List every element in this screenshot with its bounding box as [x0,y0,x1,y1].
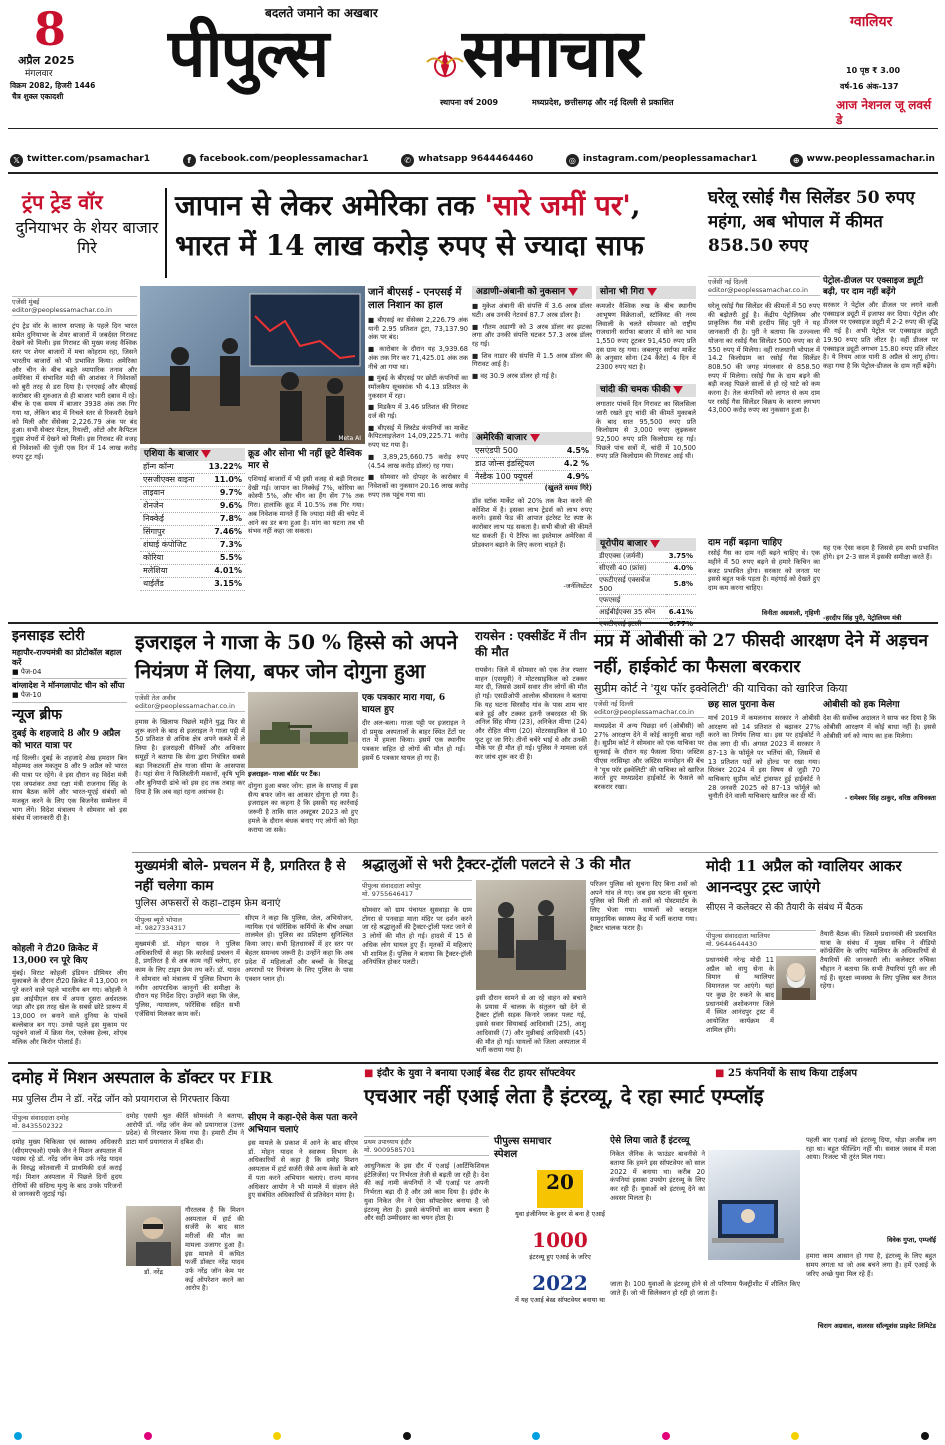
asia-market-value: 11.0% [202,474,245,487]
gas-byline-text: एजेंसी नई दिल्ली [708,278,748,286]
damoh-phone: मो. 8435502322 [12,1122,64,1131]
gold-box [596,286,696,382]
ai-special [494,1136,604,1161]
reg-mark [14,1432,22,1440]
cm-headline: मुख्यमंत्री बोले- प्रचलन में है, प्रगतिरत है से नहीं चलेगा काम [135,858,346,894]
brief-head: दुबई के शहजादे 8 और 9 अप्रैल को भारत यात्रा पर [12,728,121,751]
adani-bullet: ■ शिव नाडार की संपत्ति में 1.5 अरब डॉलर की गिरावट आई है। [472,351,592,369]
obc-byline-text: एजेंसी नई दिल्ली [594,700,634,708]
adani-bullet: ■ वह 30.9 अरब डॉलर हो गई है। [472,372,557,381]
date-month: अप्रैल 2025 [18,54,75,67]
lead-headline: जापान से लेकर अमेरिका तक 'सारे जमीं पर', भारत में 14 लाख करोड़ रुपए से ज्यादा साफ [175,189,644,262]
modi-byline-text: पीपुल्स संवाददाता ग्वालियर [706,932,770,940]
globe-icon: ⊕ [790,154,803,167]
obc-quote-by: - रामेश्वर सिंह ठाकुर, वरिष्ठ अधिवक्ता [844,794,936,803]
facebook-icon: f [183,154,196,167]
asia-market-value: 9.7% [202,487,245,500]
gas-byline [708,276,820,296]
inside-item-title: महापौर-राज्यमंत्री का प्रोटोकॉल बहाल करें [12,647,122,667]
tractor-byline [362,880,472,900]
gold-body: कमजोर वैश्विक रुख के बीच स्थानीय आभूषण विक्रेताओं, स्टॉकिस्ट की नरम लिवाली के चलते सोमवार को राष्ट्रीय राजधानी सर्राफा बाजार में सोने का भाव 1,550 रुपए टूटकर 91,450 रुपए प्रति दस ग्राम रह गया। जबलपुर सर्राफा मार्केट के अनुसार सोना (24 कैरेट) 4 दिन में 2300 रुपए घटा है। [596,302,696,372]
damoh-byline-text: पीपुल्स संवाददाता दमोह [12,1114,69,1122]
lead-byline-text: एजेंसी मुंबई [12,298,40,306]
website-link[interactable]: ⊕ www.peoplessamachar.in [790,152,935,168]
kohli-head: कोहली ने टी20 क्रिकेट में 13,000 रन पूरे किए [12,943,98,966]
lead-kicker-sub: दुनियाभर के शेयर बाजार गिरे [15,218,159,257]
us-market-name: एसएंडपी 500 [472,445,553,458]
cm-body-2: सीएम ने कहा कि पुलिस, जेल, अभियोजन, न्यायिक एवं फॉरेंसिक कर्मियों के बीच अच्छा तालमेल हो। पुलिस का प्रशिक्षण सुनिश्चित किया जाए। सभी हितधारकों में हर स्तर पर बेहतर समन्वय जरूरी है। उन्होंने कहा कि अब प्रदेश में महिलाओं और बच्चों के विरुद्ध अपराधों पर नियंत्रण के लिए पुलिस के पास एक्शन प्लान हो। [245,914,353,983]
europe-market-name: एफएसई [596,595,666,607]
twitter-icon: 𝕏 [10,154,23,167]
silver-title: चांदी की चमक फीकी [596,384,696,397]
down-arrow-icon [673,386,683,394]
inside-story-title: इनसाइड स्टोरी [12,628,85,644]
silver-box [596,384,696,520]
bse-box [368,286,468,502]
asia-market-row [140,461,245,474]
us-markets-box [472,432,592,590]
us-market-name: नैस्डैक 100 फ्यूचर्स [472,471,553,484]
ai-byline [364,1136,489,1156]
gas-sub-title: दाम नहीं बढ़ाना चाहिए [708,538,782,548]
asia-market-name: मलेशिया [140,565,202,578]
bse-bullet: ■ सोमवार को दोपहर के कारोबार में निवेशकों का नुकसान 20.16 लाख करोड़ रुपए तक पहुंच गया था। [368,473,468,499]
lead-photo-caption: Meta AI [338,434,361,442]
reg-mark [532,1432,540,1440]
europe-market-row [596,551,696,562]
gas-email: editor@peoplessamachar.co.in [708,286,808,295]
asia-market-row [140,539,245,552]
us-market-value: 4.2 % [553,458,592,471]
crude-body: एशियाई बाजारों में भी इसी वजह से बड़ी गिरावट देखी गई। जापान का निक्केई 7%, कोरिया का कोस्पी 5%, और चीन का हैंग सेंग 7% तक गिरा। हालांकि क्रूड में 10.5% तक गिर गया। अब निवेशक मानते हैं कि ज्यादा मंदी की चपेट में आने का डर बना हुआ है। मांग का घटना तब भी संभव नहीं कहा जा सकता। [248,475,364,536]
stat-1-value: 20 [546,1170,574,1194]
us-markets-title: अमेरिकी बाजार [472,432,592,445]
raisen-body: रायसेन। जिले में सोमवार को एक तेज रफ्तार वाहन (एसयूवी) ने मोटरसाइकिल को टक्कर मार दी, जिससे उसमें सवार तीन लोगों की मौत हो गई। एसडीओपी आलोक श्रीवास्तव ने बताया कि यह घटना सिरसौद गांव के पास शाम चार बजे हुई और टक्कर इतनी जबरदस्त थी कि अनिल सिंह मीणा (23), अनिकेत मीणा (24) और रोहित मीणा (20) मोटरसाइकिल से 10 फुट दूर जा गिरे। तीनों चचेरे भाई थे और उनकी मौके पर ही मौत हो गई। पुलिस ने मामला दर्ज कर जांच शुरू कर दी है। [475,666,587,762]
petrol-quote-by: -हरदीप सिंह पुरी, पेट्रोलियम मंत्री [823,614,902,622]
asia-market-value: 3.15% [202,578,245,591]
israel-body: हमास के खिलाफ पिछले महीने युद्ध फिर से शुरू करने के बाद से इजराइल ने गाजा पट्टी में 50 प्रतिशत से अधिक क्षेत्र अपने कब्जे में ले लिया है। इजराइली सैनिकों और अधिकार समूहों ने बताया कि सेना द्वारा नियंत्रित सबसे बड़ा निकटवर्ती क्षेत्र गाजा सीमा के आसपास है। यहां सेना ने फिलिस्तीनी मकानों, कृषि भूमि और बुनियादी ढांचे को इस हद तक तबाह कर दिया है कि अब वहां रहना असंभव है। [135,718,245,796]
row2-divider [132,852,938,853]
gas-body: घरेलू रसोई गैस सिलेंडर की कीमतों में 50 रुपए की बढ़ोतरी हुई है। केंद्रीय पेट्रोलियम और प्राकृतिक गैस मंत्री हरदीप सिंह पुरी ने यह जानकारी दी है। पुरी ने बताया कि उज्ज्वला योजना का रसोई गैस सिलेंडर 500 रुपए का से 550 रुपए में मिलेगा। वहीं राजधानी भोपाल में 14.2 किलोग्राम का रसोई गैस सिलेंडर 808.50 की जगह मंगलवार से 858.50 रुपए में मिलेगा। रसोई गैस के दाम बढ़ने की बड़ी वजह पिछले सालों से हो रहे घाटे को कम करना है। तेल कंपनियों को लागत से कम दाम पर रसोई गैस सिलेंडर विक्रय के कारण लगभग 43,000 करोड़ रुपए का नुकसान हुआ है। [708,302,820,415]
gas-sub [708,538,820,617]
lead-body: ट्रंप ट्रेड वॉर के कारण सप्ताह के पहले दिन भारत समेत दुनियाभर के शेयर बाजारों में जबर्दस्त गिरावट देखने को मिली। इस गिरावट की मुख्य वजह वैश्विक स्तर पर शेयर बाजारों में मचा कोहराम रहा, जिसने भारतीय बाजारों को भी प्रभावित किया। अमेरिका और चीन के बीच बढ़ते व्यापारिक तनाव और अमेरिका में संभावित मंदी की आशंका ने निवेशकों को बुरी तरह से डरा दिया है। एनएसई और बीएसई कारोबार की शुरुआत से ही बाजार भारी दबाव में रहे। बीच के एक समय में बाजार 3938 अंक तक गिर गया था, लेकिन बाद में निचले स्तर से रिकवरी देखने को मिली और सेंसेक्स 2,226.79 अंक पर बंद हुआ। सभी सेक्टर मेटल, रियल्टी, ऑटो और कैपिटल गुड्स शेयरों में देखने को मिली। इस गिरावट की वजह से निवेशकों की पूंजी एक दिन में 14 लाख करोड़ रुपए टूट गई। [12,322,137,461]
adani-bullet: ■ मुकेश अंबानी की संपत्ति में 3.6 अरब डॉलर घटी। अब उनकी नेटवर्थ 87.7 अरब डॉलर है। [472,302,592,319]
damoh-body: दमोह मुख्य चिकित्सा एवं स्वास्थ्य अधिकारी (सीएमएचओ) एमके जैन ने मिशन अस्पताल में पदस्थ रहे डॉ. नरेंद्र जॉन केम उर्फ नरेंद्र यादव के विरुद्ध कोतवाली में प्राथमिकी दर्ज कराई गई। मिशन अस्पताल में पिछले दिनों हृदय रोगियों की संदिग्ध मृत्यु के बाद उनके परिजनों से जानकारी जुटाई गई। [12,1138,122,1199]
damoh-photo [126,1206,181,1266]
inside-items [12,646,127,704]
bse-bullet: ■ मुंबई के बीएसई पर छोटी कंपनियों का स्मॉलकैप सूचकांक भी 4.13 प्रतिशत के नुकसान में रहा। [368,374,468,400]
asia-market-row [140,487,245,500]
down-arrow-icon [650,540,660,548]
asia-market-value: 7.3% [202,539,245,552]
israel-byline-text: एजेंसी तेल अवीव [135,694,176,702]
ai-quote-1: पहली बार एआई को इंटरव्यू दिया, थोड़ा अजीब लग रहा था। बहुत फील्डिंग नहीं थी। सवाल जवाब में मजा आया। रिजल्ट भी तुरंत मिल गया। [806,1136,936,1162]
asia-market-name: कोरिया [140,552,202,565]
cm-phone: मो. 9827334317 [135,924,187,933]
date-day: 8 [34,2,67,56]
asia-markets-title: एशिया के बाजार [140,448,245,461]
modi-phone: मो. 9644644430 [706,940,758,949]
obc-quote: देश की सर्वोच्च अदालत ने साफ कर दिया है कि ओबीसी आरक्षण में कोई बाधा नहीं है। इससे ओबीसी वर्ग को न्याय का हक मिलेगा। [823,714,936,740]
tractor-body-3: परिजन पुलिस को सूचना दिए बिना शवों को अपने गांव ले गए। जब इस घटना की सूचना पुलिस को मिली तो शवों को पोस्टमार्टम के लिए भेजा गया। घायलों को कराहल सामुदायिक स्वास्थ्य केंद्र में भर्ती कराया गया। ट्रैक्टर चालक फरार है। [590,880,697,932]
lead-headline-2: भारत में 14 लाख करोड़ रुपए से ज्यादा साफ [175,229,644,262]
reg-mark [273,1432,281,1440]
europe-market-row [596,563,696,575]
europe-market-value: 5.8% [666,574,696,595]
instagram-icon: ◎ [566,154,579,167]
bse-title: जानें बीएसई - एनएसई में लाल निशान का हाल [368,287,462,311]
modi-body-2: तैयारी बैठक की। जिसमें प्रधानमंत्री की प्रस्तावित यात्रा के संबंध में मुख्य सचिव ने वीडियो कॉन्फ्रेंसिंग के जरिए ग्वालियर के अधिकारियों से तैयारियों की जानकारी ली। कलेक्टर रुचिका चौहान ने बताया कि सभी तैयारियां पूरी कर ली गई हैं। सुरक्षा व्यवस्था के लिए पुलिस बल तैनात रहेगा। [820,930,936,991]
stat-3-value: 2022 [532,1271,588,1296]
asia-market-name: शेनजेन [140,500,202,513]
asia-market-row [140,500,245,513]
reg-mark [662,1432,670,1440]
whatsapp-icon: ✆ [401,154,414,167]
europe-table [596,551,696,630]
israel-photo [248,692,358,768]
established: स्थापना वर्ष 2009 [440,98,499,107]
asia-market-row [140,578,245,591]
reg-mark [403,1432,411,1440]
damoh-side [248,1112,358,1419]
ai-box-title: ऐसे लिया जाते हैं इंटरव्यू [610,1136,690,1146]
ai-special-brand: पीपुल्स समाचार [494,1136,552,1147]
lead-kicker: ट्रंप ट्रेड वॉर [22,190,103,214]
ai-phone: मो. 9009585701 [364,1146,416,1155]
obc-side [823,700,936,802]
stat-3-label: में यह एआई बेस्ड सॉफ्टवेयर बनाया था [515,1296,605,1305]
inside-item[interactable] [12,646,127,680]
news-brief-title: न्यूज ब्रीफ [12,707,62,723]
obc-email: editor@peoplessamachar.co.in [594,708,694,717]
raisen-headline: रायसेन : एक्सीडेंट में तीन की मौत [475,629,587,659]
gas-sub-byline: विनीता अग्रवाली, गृहिणी [761,609,820,618]
cm-body: मुख्यमंत्री डॉ. मोहन यादव ने पुलिस अधिकारियों से कहा कि कार्रवाई प्रचलन में है, प्रगतिरत है से अब काम नहीं चलेगा, हर काम के लिए टाइम फ्रेम तय करें। डॉ. यादव ने सोमवार को मंत्रालय में पुलिस विभाग के नवीन आपराधिक कानूनों की समीक्षा के दौरान यह निर्देश दिए। उन्होंने कहा कि जेल, पुलिस, न्यायालय, फॉरेंसिक सहित सभी एजेंसियां मिलकर काम करें। [135,940,240,1018]
gas-headline: घरेलू रसोई गैस सिलेंडर 50 रुपए महंगा, अब भोपाल में कीमत 858.50 रुपए [708,188,915,256]
inside-item-title: बांग्लादेश ने मॉनगलापोट चीन को सौंपा [12,681,125,691]
gas-sub-body: रसोई गैस का दाम नहीं बढ़ने चाहिए थे। एक महीने में 50 रुपए बढ़ने से हमारे किचिन का बजट प्रभावित होगा। सरकार को जनता पर इससे बहुत फर्क पड़ता है। महंगाई को देखते हुए दाम कम करना चाहिए। [708,549,820,593]
tractor-body: सोमवार को ग्राम पंचायत सुसवाड़ा के ग्राम टोंगरा से पनवाड़ा माता मंदिर पर दर्शन करने जा रहे श्रद्धालुओं की ट्रैक्टर-ट्रॉली पलट जाने से 3 लोगों की मौत हो गई। हादसे में 15 से अधिक लोग घायल हुए हैं। मृतकों में महिलाएं भी शामिल हैं। पुलिस ने बताया कि ट्रैक्टर-ट्रॉली अनियंत्रित होकर पलटी। [362,906,472,967]
asia-market-name: हॉन्ग कॉन्ग [140,461,202,474]
asia-market-name: एसजीएक्स वाइना [140,474,202,487]
israel-email: editor@peoplessamachar.co.in [135,702,235,711]
europe-market-name: आईबीईएक्स 35 स्पेन [596,607,666,619]
israel-headline: इजराइल ने गाजा के 50 % हिस्से को अपने नियंत्रण में लिया, बफर जोन दोगुना हुआ [135,630,458,683]
bse-bullets [368,316,468,499]
published-from: मध्यप्रदेश, छत्तीसगढ़ और नई दिल्ली से प्रकाशित [532,98,674,107]
asia-market-value: 7.8% [202,513,245,526]
europe-market-value: 3.75% [666,551,696,562]
israel-caption: इजराइल- गाजा बॉर्डर पर टैंक। [248,770,321,778]
ai-body: आधुनिकता के इस दौर में एआई (आर्टिफिशियल इंटेलिजेंस) पर निर्भरता तेजी से बढ़ती जा रही है। देश की कई नामी कंपनियों ने भी एआई पर अपनी निर्भरता बढ़ा दी है और उसे काम दिया है। इंदौर के युवा निकेत जैन ने ऐसा सॉफ्टवेयर बनाया है जो इंटरव्यू लेता है। इससे कंपनियों का समय बचता है और सही उम्मीदवार का चयन होता है। [364,1162,489,1223]
damoh-deck: मप्र पुलिस टीम ने डॉ. नरेंद्र जॉन को प्रयागराज से गिरफ्तार किया [12,1094,230,1105]
us-market-value: 4.5% [553,445,592,458]
reg-mark [791,1432,799,1440]
asia-market-value: 7.46% [202,526,245,539]
city-edition: ग्वालियर [850,14,893,30]
damoh-photo-caption: डॉ. नरेंद्र [143,1268,163,1276]
damoh-side-title: सीएम ने कहा-ऐसे केस पता करने अभियान चलाएं [248,1113,358,1135]
petrol-body: सरकार ने पेट्रोल और डीजल पर लगने वाली एक्साइज ड्यूटी में इजाफा कर दिया। पेट्रोल और डीजल पर एक्साइज ड्यूटी में 2-2 रुपए की वृद्धि की गई है। अभी पेट्रोल पर एक्साइज ड्यूटी 19.90 रुपए प्रति लीटर है। वहीं डीजल पर एक्साइज ड्यूटी लगभग 15.80 रुपए प्रति लीटर है। ये नियम आज यानी 8 अप्रैल से लागू होगा। कहा गया है कि पेट्रोल-डीजल के दाम नहीं बढ़ेंगे। [823,301,938,370]
petrol-quote: यह एक ऐसा कदम है जिससे हम सभी प्रभावित होंगे। इन 2-3 साल में इसकी समीक्षा करते हैं। [823,544,938,561]
modi-byline [706,930,816,950]
stat-2 [510,1228,610,1261]
ai-kicker-right: ■ 25 कंपनियों के साथ किया टाईअप [715,1068,858,1079]
tractor-photo [476,880,586,990]
vikram-samvat: विक्रम 2082, हिजरी 1446 [10,81,96,90]
asia-market-value: 4.01% [202,565,245,578]
social-divider [8,172,938,174]
cm-byline [135,914,240,934]
inside-item[interactable] [12,679,127,703]
lead-photo [140,286,365,444]
asia-market-row [140,513,245,526]
asia-market-name: निक्केई [140,513,202,526]
weekday: मंगलवार [25,69,53,79]
obc-sub: छह साल पुराना केस [708,700,775,710]
us-body: डॉव स्टॉक मार्केट को 20% तक कैश करने की कोशिश में है। इसका लाभ ट्रेडर्स को लाभ रुपए करने। इससे फेड की आपात इंटरेस्ट रेट स्पष्ट के कारोबार लाभ पड़ सकता है। सभी बीजो की कीमतें घट सकती हैं। ये टैरिफ का इस्तेमाल अमेरिका में प्रोडक्शन बढ़ाने के लिए करना चाहते हैं। [472,497,592,549]
damoh-byline [12,1112,122,1132]
instagram-link[interactable]: ◎ instagram.com/peoplessamachar1 [566,152,757,168]
modi-photo [776,956,816,1000]
lead-separator [165,188,167,278]
bse-bullet: ■ कारोबार के दौरान यह 3,939.68 अंक तक गिर कर 71,425.01 अंक तक नीचे आ गया था। [368,345,468,371]
cm-byline-text: पीपुल्स ब्यूरो भोपाल [135,916,182,924]
obc-body-2: मार्च 2019 में कमलनाथ सरकार ने ओबीसी आरक्षण को 14 प्रतिशत से बढ़ाकर 27% करने का निर्णय लिया था। इस पर हाईकोर्ट ने रोक लगा दी थी। अगस्त 2023 में सरकार ने 87-13 के फॉर्मूले पर भर्तियां की, जिसमें से 13 प्रतिशत पदों को होल्ड पर रखा गया। सितंबर 2024 में इस विषय से जुड़ी 70 याचिकाएं सुप्रीम कोर्ट ट्रांसफर हुई हाईकोर्ट ने 28 जनवरी 2025 को 87-13 फॉर्मूले को चुनौती देने वाली याचिकाएं खारिज कर दी थीं। [708,714,820,801]
cm-deck: पुलिस अफसरों से कहा–टाइम फ्रेम बनाएं [135,898,281,909]
down-arrow-icon [201,450,211,458]
whatsapp-link[interactable]: ✆ whatsapp 9644464460 [401,152,533,168]
europe-market-value [666,595,696,607]
ai-headline: एचआर नहीं एआई लेता है इंटरव्यू, दे रहा स्मार्ट एम्प्लॉइ [364,1084,764,1108]
stat-2-value: 1000 [532,1228,588,1253]
inside-item-page: ■ पेज-04 [12,667,42,676]
asia-markets-table [140,461,245,591]
stat-1-label: युवा इंजीनियर के हुनर से बना है एआई [515,1210,605,1218]
asia-market-row [140,526,245,539]
adani-bullet: ■ गौतम अडाणी को 3 अरब डॉलर का झटका लगा और उनकी संपत्ति घटकर 57.3 अरब डॉलर रह गई। [472,322,592,349]
gold-title: सोना भी गिरा [596,286,696,299]
silver-body: लगातार पांचवें दिन गिरावट का सिलसिला जारी रखते हुए चांदी की कीमतें मुकाबले के बाद सात 95,500 रुपए प्रति किलोग्राम से 3,000 रुपए लुढ़ककर 92,500 रुपए प्रति किलोग्राम रह गई। पिछले पांच सत्रों में, चांदी में 10,500 रुपए प्रति किलोग्राम की गिरावट आई थी। [596,400,696,461]
damoh-body-3: गौरतलब है कि मिशन अस्पताल में हार्ट की सर्जरी के बाद सात मरीजों की मौत का मामला उजागर हुआ है। इस मामले में कथित फर्जी डॉक्टर नरेंद्र यादव उर्फ नरेंद्र जॉन केम पर कई ऑपरेशन करने का आरोप है। [185,1206,244,1293]
adani-title: अडाणी-अंबानी को नुकसान [472,286,592,299]
tractor-body-2: इसी दौरान सामने से आ रहे वाहन को बचाने के प्रयास में चालक के संतुलन खो देने से ट्रैक्टर ट्रॉली सड़क किनारे जाकर पलट गई, इससे सवार सियाबाई आदिवासी (25), आशु आदिवासी (7) और मुन्नीबाई आदिवासी (45) की मौत हो गई। घायलों को जिला अस्पताल में भर्ती कराया गया है। [476,994,586,1055]
asia-market-name: शंघाई कंपोजिट [140,539,202,552]
crude-title: क्रूड और सोना भी नहीं छूटे वैश्विक मार से [248,449,362,471]
pen-logo-icon [425,44,465,84]
europe-box [596,538,696,631]
us-market-row [472,471,592,484]
fold-divider [8,622,938,624]
israel-body-2: दोगुना हुआ बफर जोन: हाल के सप्ताह में इस सैन्य बफर जोन का आकार दोगुना हो गया है। इजराइल का कहना है कि इसकी यह कार्रवाई जरूरी है ताकि सात अक्टूबर 2023 को हुए हमले के दौरान बंधक बनाए गए लोगों को रिहा कराया जा सके। [248,782,358,834]
modi-headline: मोदी 11 अप्रैल को ग्वालियर आकर आनन्दपुर ट्रस्ट जाएंगे [706,857,902,896]
obc-sub-2: ओबीसी को हक मिलेगा [823,700,900,710]
europe-market-value: 4.0% [666,563,696,575]
ai-box [610,1136,800,1320]
us-markets-table [472,445,592,484]
obc-byline [594,698,704,718]
bse-bullet: ■ बीएसई का सेंसेक्स 2,226.79 अंक यानी 2.95 प्रतिशत टूटा, 73,137.90 अंक पर बंद। [368,316,468,342]
israel-byline [135,692,245,712]
damoh-body-2: दमोह एसपी श्रुत कीर्ति सोमवंशी ने बताया, आरोपी डॉ. नरेंद्र जॉन केम को प्रयागराज (उत्तर प्रदेश) से गिरफ्तार किया गया है। हमारी टीम ने डाटा मार्ग प्रयागराज में दबिश दी। [126,1112,244,1147]
reg-mark [921,1432,929,1440]
tractor-headline: श्रद्धालुओं से भरी ट्रैक्टर-ट्रॉली पलटने से 3 की मौत [362,856,631,873]
modi-deck: सीएस ने कलेक्टर से की तैयारी के संबंध में बैठक [706,903,863,913]
row3-divider [8,1062,938,1064]
asia-market-row [140,565,245,578]
lead-email: editor@peoplessamachar.co.in [12,306,112,315]
inside-item-page: ■ पेज-10 [12,691,42,700]
asia-market-row [140,474,245,487]
europe-market-row [596,595,696,607]
stat-2-label: इंटरव्यू हुए एआई के जरिए [529,1253,591,1262]
registration-strip [14,1432,929,1440]
us-market-name: डाउ जोन्स इंडस्ट्रियल [472,458,553,471]
ai-box-body: निकेत जैनिक के फाउंडर बावनीसे ने बताया कि हमने इस सॉफ्टवेयर को साल 2022 में बनाया था। करीब 20 कंपनियां इसका उपयोग इंटरव्यू के लिए कर रही हैं। युवाओं को इंटरव्यू देने का अवसर मिलता है। [610,1150,705,1202]
petrol-box [823,276,938,622]
masthead-divider [8,128,938,129]
europe-market-name: सीएसी 40 (फ्रांस) [596,563,666,575]
year-issue: वर्ष-16 अंक-137 [840,82,899,91]
europe-market-name: एफटीएसई एक्सचेंज 500 [596,574,666,595]
tractor-byline-text: पीपुल्स संवाददाता श्योपुर [362,882,421,890]
europe-market-row [596,607,696,619]
obc-headline: मप्र में ओबीसी को 27 फीसदी आरक्षण देने में अड़चन नहीं, हाईकोर्ट का फैसला बरकरार [594,631,928,677]
tithi: चैत्र शुक्ल एकादशी [12,92,64,101]
stat-1 [537,1170,583,1208]
asia-market-value: 9.6% [202,500,245,513]
paper-title-left: पीपुल्स [168,14,328,92]
petrol-title: पेट्रोल-डीजल पर एक्साइज ड्यूटी बढ़ी, पर दाम नहीं बढ़ेंगे [823,276,924,297]
us-market-row [472,445,592,458]
brief-body: नई दिल्ली। दुबई के शहजादे शेख हमदान बिन मोहम्मद अल मकतूम 8 और 9 अप्रैल को भारत की यात्रा पर रहेंगे। वे इस दौरान वह विदेश मंत्री एस जयशंकर तथा रक्षा मंत्री राजनाथ सिंह के साथ बैठक करेंगे और भारत-यूएई संबंधों को मजबूत करने के लिए एक बिजनेस सम्मेलन में भाग लेंगे। विदेश मंत्रालय ने सोमवार को इस संबंध में जानकारी दी है। [12,753,127,823]
europe-market-row [596,574,696,595]
us-note: (खुलते समय गिरे) [544,484,592,493]
pages-price: 10 पृष्ठ ₹ 3.00 [846,66,901,75]
today-day: आज नेशनल जू लवर्स डे [836,98,932,127]
down-arrow-icon [568,288,578,296]
crude-box [248,448,364,595]
social-bar [10,152,935,168]
israel-side-body: दीर अल-बला। गाजा पट्टी पर इजराइल ने दो प्रमुख अस्पतालों के बाहर स्थित टेंटों पर रात में हमला किया। इसमें एक स्थानीय पत्रकार सहित दो लोगों की मौत हो गई। इसमें 6 पत्रकार घायल हो गए हैं। [362,719,465,762]
israel-side [362,692,465,847]
modi-body: प्रधानमंत्री नरेन्द्र मोदी 11 अप्रैल को वायु सेना के विमान से ग्वालियर विमानतल पर आएंगे। यहां पर कुछ देर रुकने के बाद प्रधानमंत्री अशोकनगर जिले में स्थित आनंदपुर ट्रस्ट में आयोजित कार्यक्रम में शामिल होंगे। [706,956,774,1034]
asia-market-name: सिंगापुर [140,526,202,539]
asia-market-value: 5.5% [202,552,245,565]
obc-body: मध्यप्रदेश में अन्य पिछड़ा वर्ग (ओबीसी) को 27% आरक्षण देने में कोई कानूनी बाधा नहीं है। सुप्रीम कोर्ट ने सोमवार को एक याचिका पर सुनवाई के दौरान यह फैसला दिया। जस्टिस पीएस नरसिम्हा और जस्टिस मनमोहन की बेंच ने 'यूथ फॉर इक्वेलिटी' की याचिका को खारिज करते हुए मध्यप्रदेश हाईकोर्ट के फैसले को बरकरार रखा। [594,722,704,791]
asia-markets-box [140,448,245,591]
damoh-side-body: इस मामले के प्रकाश में आने के बाद सीएम डॉ. मोहन यादव ने स्वास्थ्य विभाग के अधिकारियों से कहा है कि दमोह मिशन अस्पताल में हार्ट सर्जरी जैसे अन्य केसों के बारे में पता करने अभियान चलाएं। राज्य मानव अधिकार आयोग ने भी मामले में संज्ञान लेते हुए संबंधित अधिकारियों से प्रतिवेदन मांगा है। [248,1139,358,1200]
tagline: बदलते जमाने का अखबार [265,6,378,20]
facebook-link[interactable]: f facebook.com/peoplessamachar1 [183,152,369,168]
ai-special-label: स्पेशल [494,1148,518,1160]
israel-side-title: एक पत्रकार मारा गया, 6 घायल हुए [362,693,446,715]
us-market-value: 4.9% [553,471,592,484]
asia-market-value: 13.22% [202,461,245,474]
lead-headline-quote: 'सारे जमीं पर' [484,189,631,222]
asia-market-name: थाईलैंड [140,578,202,591]
obc-deck: सुप्रीम कोर्ट ने 'यूथ फॉर इक्वेलिटी' की याचिका को खारिज किया [594,682,848,695]
europe-market-value: 6.41% [666,607,696,619]
ai-quotes [806,1136,936,1330]
tractor-phone: मो. 9755646417 [362,890,414,899]
ai-laptop-photo [708,1150,800,1260]
ai-quote-2: हमारा काम आसान हो गया है, इंटरव्यू के लिए बहुत समय लगता था जो अब बचने लगा है। हमें एआई के जरिए अच्छे युवा मिल रहे हैं। [806,1252,936,1278]
ai-byline-text: प्रथम उपाध्याय इंदौर [364,1138,412,1146]
kohli-body: मुंबई। विराट कोहली इंडियन प्रीमियर लीग मुकाबले के दौरान टी20 क्रिकेट में 13,000 रन पूरे करने वाले पहले भारतीय बन गए। कोहली ने इस आईपीएल सत्र में अपना दूसरा अर्धशतक जड़ा और इस तरह खेल के सबसे छोटे प्रारूप में 13,000 रन बनाने वाले दुनिया के पांचवें बल्लेबाज बन गए। उनसे पहले इस मुकाम पर पहुंचने वालों में क्रिस गेल, एलेक्स हेल्स, शोएब मलिक और किरोन पोलार्ड हैं। [12,968,127,1047]
twitter-link[interactable]: 𝕏 twitter.com/psamachar1 [10,152,150,168]
asia-market-name: ताइवान [140,487,202,500]
asia-market-row [140,552,245,565]
ai-quote-1-by: विवेक गुप्ता, एम्प्लॉई [886,1236,936,1244]
ai-quote-2-by: चिराग अग्रवाल, वालरस सॉल्यूशंस प्राइवेट लिमिटेड [817,1322,936,1331]
adani-box [472,286,592,384]
damoh-headline: दमोह में मिशन अस्पताल के डॉक्टर पर FIR [12,1068,273,1087]
paper-title-right: समाचार [462,14,642,92]
stat-3 [510,1271,610,1304]
adani-bullets [472,302,592,381]
down-arrow-icon [530,434,540,442]
bse-bullet: ■ बीएसई में लिस्टेड कंपनियों का मार्केट कैपिटलाइजेशन 14,09,225.71 करोड़ रुपए घट गया है। [368,423,468,450]
us-market-row [472,458,592,471]
lead-headline-1: जापान से लेकर अमेरिका तक [175,189,475,222]
ai-infographic [510,1170,610,1428]
europe-title: यूरोपीय बाजार [596,538,696,551]
bse-bullet: ■ मिडकैप में 3.46 प्रतिशत की गिरावट दर्ज की गई। [368,403,468,421]
lead-byline [12,296,137,316]
ai-kicker: ■ इंदौर के युवा ने बनाया एआई बेस्ड रीट हायर सॉफ्टवेयर [364,1068,576,1079]
inside-story [12,628,127,1127]
masthead [0,0,945,150]
reg-mark [144,1432,152,1440]
bse-bullet: ■ 3,89,25,660.75 करोड़ रुपए (4.54 लाख करोड़ डॉलर) रह गया। [368,452,468,470]
ai-box-body-2: जाता है। 100 युवाओं के इंटरव्यू होने से तो परिणाम फैक्ट्रीशीट में शीलित किए जाते हैं। जो भी सिलेक्शन हो रही हो जाता है। [610,1280,800,1297]
us-byline: -जर्नलिस्टेंटर [563,582,592,590]
down-arrow-icon [647,288,657,296]
europe-market-name: डीएएक्स (जर्मनी) [596,551,666,562]
